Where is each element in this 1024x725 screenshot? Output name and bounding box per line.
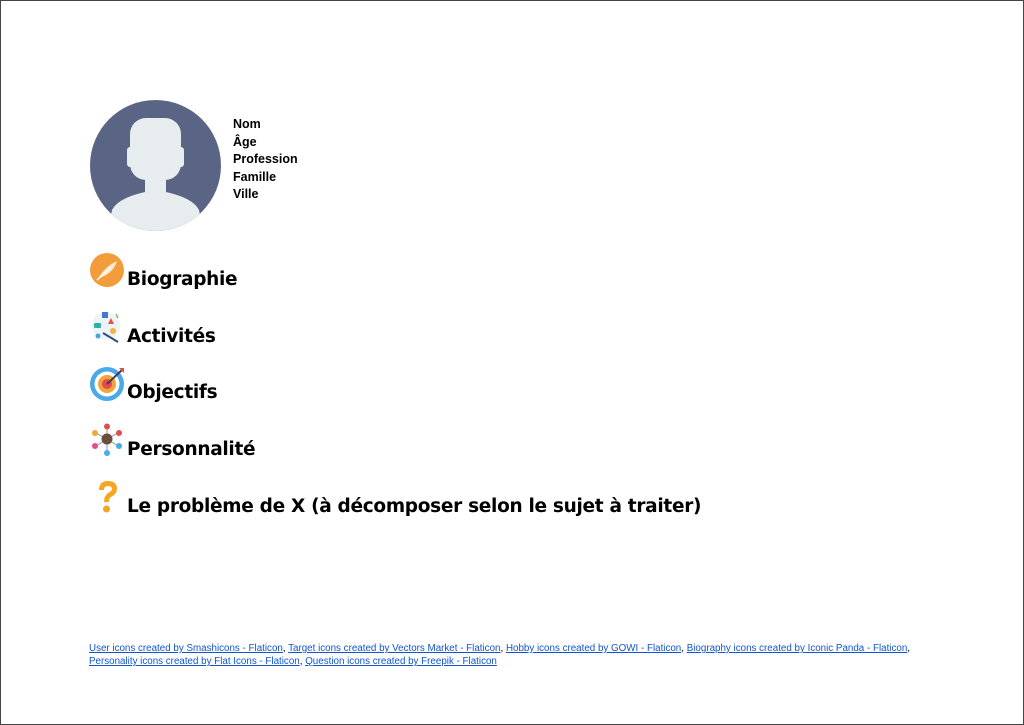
section-title: Activités [127,326,216,347]
section-title: Biographie [127,269,238,290]
field-nom: Nom [233,117,261,131]
credit-link-hobby-icons[interactable]: Hobby icons created by GOWI - Flaticon [505,643,682,654]
credit-link-target-icons[interactable]: Target icons created by Vectors Market - Flaticon [288,643,501,654]
section-title: Objectifs [127,382,218,403]
icon-credits: User icons created by Smashicons - Flaticon, Target icons created by Vectors Market - Flaticon, Hobby icons created by GOWI - Flaticon, Biography icons created by Iconic Panda - Flaticon, Personality icons created by Flat Icons - Flaticon, Question icons created by Freepik - Flaticon [89,643,911,667]
credit-link-question-icons[interactable]: Question icons created by Freepik - Flaticon [305,656,497,667]
credit-link-user-icons[interactable]: User icons created by Smashicons - Flaticon [89,643,283,654]
field-age: Âge [233,134,257,149]
field-ville: Ville [233,187,259,202]
credit-link-biography-icons[interactable]: Biography icons created by Iconic Panda - Flaticon [686,643,908,654]
credit-link-personality-icons[interactable]: Personality icons created by Flat Icons - Flaticon [89,656,300,667]
field-profession: Profession [233,152,298,167]
target-icon [89,365,127,403]
section-title: Le problème de X (à décomposer selon le sujet à traiter) [127,496,702,517]
field-famille: Famille [233,169,277,184]
hobby-icon [89,309,127,347]
section-title: Personnalité [127,439,256,460]
question-icon [89,479,127,517]
feather-icon [89,252,127,290]
personality-icon [89,422,127,460]
user-avatar-icon [90,100,221,231]
profile-fields [233,116,298,204]
